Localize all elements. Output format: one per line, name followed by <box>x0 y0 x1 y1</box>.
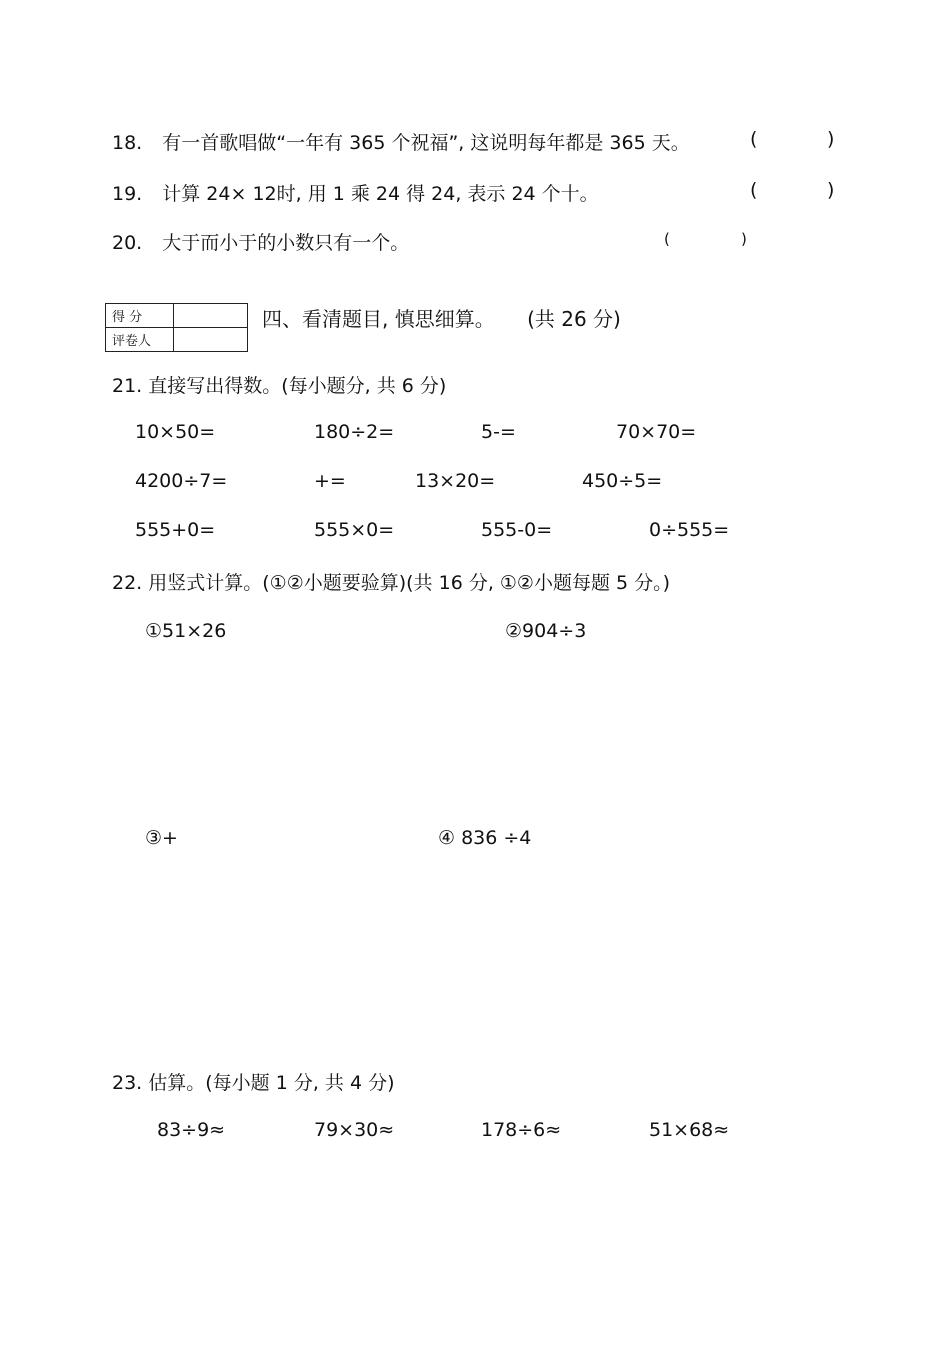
question-20 <box>112 228 409 255</box>
question-23-heading: 23. 估算。(每小题 1 分, 共 4 分) <box>112 1072 395 1094</box>
estimate-item: 51×68≈ <box>649 1119 730 1141</box>
question-number: 20. <box>112 232 143 254</box>
answer-paren-open: ( <box>750 179 758 201</box>
calc-item: 13×20= <box>415 470 496 492</box>
grader-label: 评卷人 <box>106 328 174 352</box>
answer-paren-close: ) <box>827 179 835 201</box>
section-points: (共 26 分) <box>527 307 621 331</box>
calc-item: 70×70= <box>616 421 697 443</box>
section-title-text: 四、看清题目, 慎思细算。 <box>262 307 495 331</box>
calc-item: 180÷2= <box>314 421 395 443</box>
estimate-item: 178÷6≈ <box>481 1119 562 1141</box>
estimate-item: 79×30≈ <box>314 1119 395 1141</box>
grader-box[interactable] <box>173 328 247 352</box>
vertical-calc-item: ②904÷3 <box>505 620 587 642</box>
section-4-title <box>262 303 621 332</box>
question-22-heading: 22. 用竖式计算。(①②小题要验算)(共 16 分, ①②小题每题 5 分。) <box>112 572 671 594</box>
calc-item: += <box>314 470 346 492</box>
vertical-calc-item: ①51×26 <box>145 620 227 642</box>
answer-paren-open: ( <box>750 128 758 150</box>
score-label: 得 分 <box>106 304 174 328</box>
question-number: 19. <box>112 183 143 205</box>
question-text: 有一首歌唱做“一年有 365 个祝福”, 这说明每年都是 365 天。 <box>162 132 690 154</box>
question-21-heading: 21. 直接写出得数。(每小题分, 共 6 分) <box>112 375 447 397</box>
calc-item: 555+0= <box>135 519 216 541</box>
score-box[interactable] <box>173 304 247 328</box>
calc-item: 555×0= <box>314 519 395 541</box>
question-19 <box>112 179 599 206</box>
estimate-item: 83÷9≈ <box>157 1119 226 1141</box>
answer-paren-close: ) <box>741 230 747 248</box>
calc-item: 5-= <box>481 421 516 443</box>
question-18 <box>112 128 690 155</box>
question-text: 大于而小于的小数只有一个。 <box>162 232 410 254</box>
calc-item: 450÷5= <box>582 470 663 492</box>
vertical-calc-item: ③+ <box>145 827 178 849</box>
answer-paren-close: ) <box>827 128 835 150</box>
question-text: 计算 24× 12时, 用 1 乘 24 得 24, 表示 24 个十。 <box>162 183 599 205</box>
calc-item: 0÷555= <box>649 519 730 541</box>
calc-item: 555-0= <box>481 519 553 541</box>
score-table <box>105 303 248 352</box>
answer-paren-open: ( <box>664 230 670 248</box>
question-number: 18. <box>112 132 143 154</box>
calc-item: 4200÷7= <box>135 470 228 492</box>
calc-item: 10×50= <box>135 421 216 443</box>
vertical-calc-item: ④ 836 ÷4 <box>438 827 532 849</box>
